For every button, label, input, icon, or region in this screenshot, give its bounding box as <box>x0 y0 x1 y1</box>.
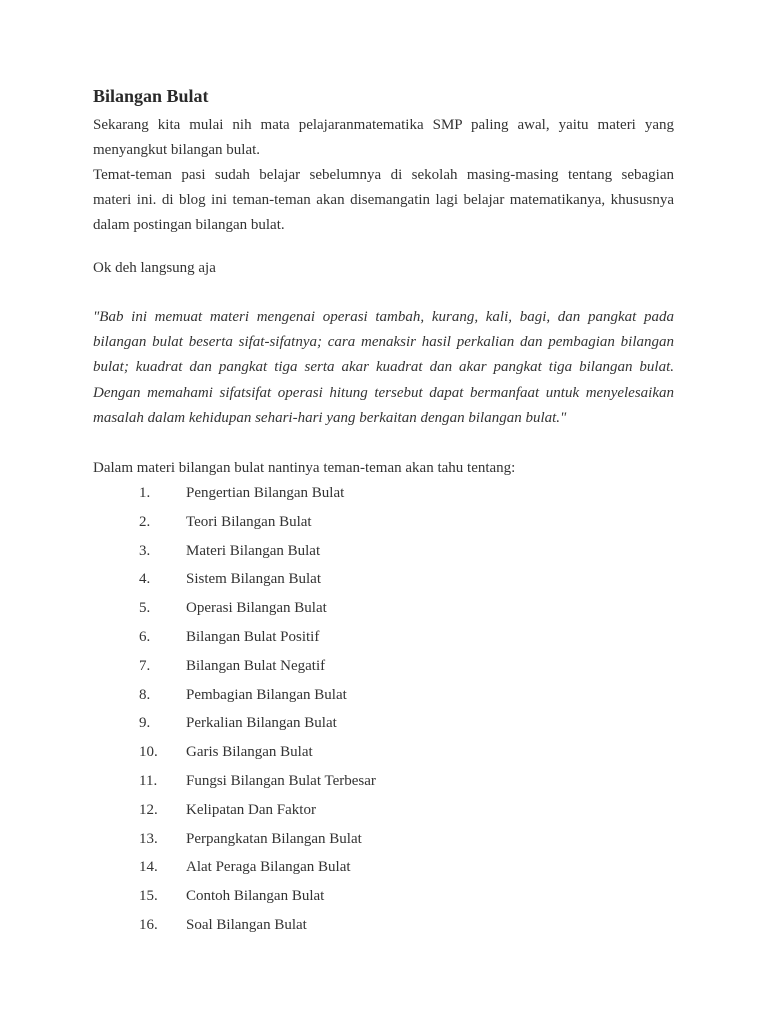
list-item-label: Soal Bilangan Bulat <box>186 917 307 933</box>
ok-line: Ok deh langsung aja <box>93 260 216 276</box>
list-item-label: Teori Bilangan Bulat <box>186 513 312 530</box>
list-item-label: Perkalian Bilangan Bulat <box>186 715 337 732</box>
list-item-label: Perpangkatan Bilangan Bulat <box>186 830 362 847</box>
list-item-number: 7. <box>139 657 151 674</box>
list-item-number: 14. <box>139 859 158 876</box>
list-item-label: Pengertian Bilangan Bulat <box>186 485 345 501</box>
list-item-label: Contoh Bilangan Bulat <box>186 888 325 905</box>
list-item-number: 4. <box>139 571 151 588</box>
quote-line: bulat; kuadrat dan pangkat tiga serta akar kuadrat dan akar pangkat tiga bilangan bulat. <box>93 359 674 375</box>
list-item-number: 3. <box>139 542 151 559</box>
list-item-label: Kelipatan Dan Faktor <box>186 801 316 818</box>
intro-line: Temat-teman pasi sudah belajar sebelumnya di sekolah masing-masing tentang sebagian <box>93 167 674 183</box>
list-item-number: 13. <box>139 830 158 847</box>
intro-line: menyangkut bilangan bulat. <box>93 142 261 158</box>
list-item-number: 5. <box>139 600 151 617</box>
list-item-label: Bilangan Bulat Negatif <box>186 657 326 674</box>
list-item-number: 10. <box>139 744 158 761</box>
list-item-number: 8. <box>139 686 151 703</box>
list-item-label: Sistem Bilangan Bulat <box>186 571 321 588</box>
quote-line: masalah dalam kehidupan sehari-hari yang berkaitan dengan bilangan bulat." <box>93 410 567 426</box>
list-item-number: 6. <box>139 629 151 645</box>
quote-line: bilangan bulat beserta sifat-sifatnya; cara menaksir hasil perkalian dan pembagian bilangan <box>93 334 674 350</box>
list-item-label: Pembagian Bilangan Bulat <box>186 686 347 703</box>
page-title: Bilangan Bulat <box>93 86 209 106</box>
list-item-label: Garis Bilangan Bulat <box>186 744 313 761</box>
list-item-number: 11. <box>139 773 158 789</box>
list-item-label: Operasi Bilangan Bulat <box>186 600 327 617</box>
list-item-label: Alat Peraga Bilangan Bulat <box>186 859 351 876</box>
list-intro: Dalam materi bilangan bulat nantinya teman-teman akan tahu tentang: <box>93 460 516 476</box>
list-item-label: Fungsi Bilangan Bulat Terbesar <box>186 773 376 789</box>
list-item-label: Materi Bilangan Bulat <box>186 542 321 559</box>
list-item-number: 12. <box>139 801 158 818</box>
list-item-number: 9. <box>139 715 151 732</box>
intro-line: materi ini. di blog ini teman-teman akan disemangatin lagi belajar matematikanya, khususnya <box>93 192 674 208</box>
list-item-label: Bilangan Bulat Positif <box>186 629 320 645</box>
quote-line: "Bab ini memuat materi mengenai operasi tambah, kurang, kali, bagi, dan pangkat pada <box>93 309 674 325</box>
list-item-number: 16. <box>139 917 158 933</box>
list-item-number: 15. <box>139 888 158 905</box>
intro-line: Sekarang kita mulai nih mata pelajaranmatematika SMP paling awal, yaitu materi yang <box>93 117 674 133</box>
intro-line: dalam postingan bilangan bulat. <box>93 217 285 233</box>
list-item-number: 2. <box>139 513 151 530</box>
list-item-number: 1. <box>139 485 151 501</box>
quote-line: Dengan memahami sifatsifat operasi hitung tersebut dapat bermanfaat untuk menyelesaikan <box>93 385 674 401</box>
